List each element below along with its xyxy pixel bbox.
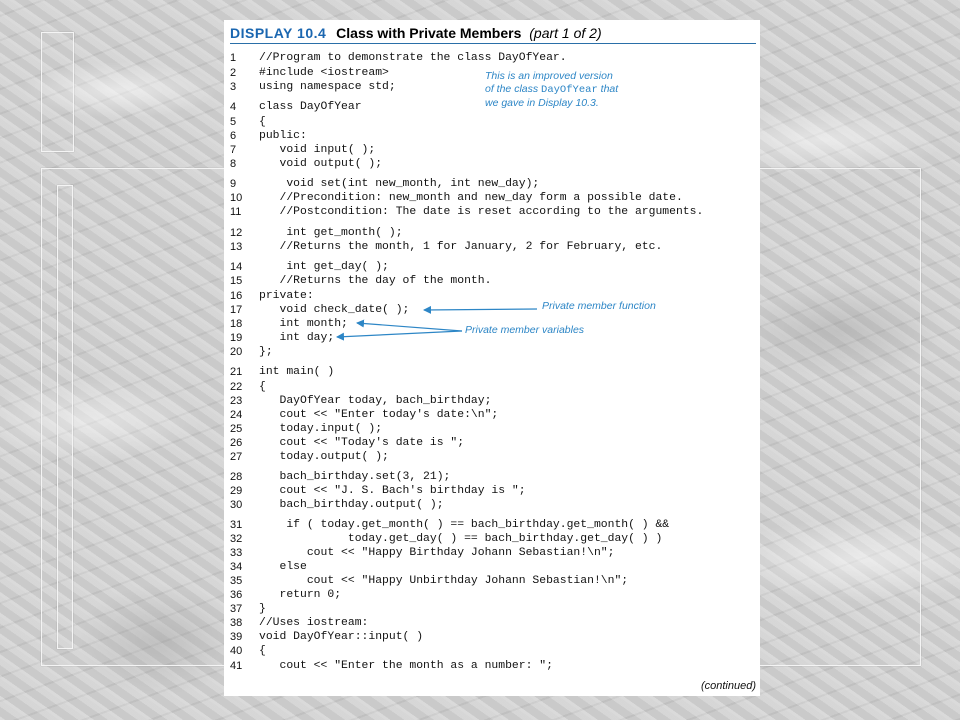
code-text: if ( today.get_month( ) == bach_birthday.get_month( ) && — [259, 519, 670, 531]
arrow-to-day — [337, 331, 462, 337]
code-text: today.get_day( ) == bach_birthday.get_day( ) ) — [259, 533, 663, 545]
line-number: 23 — [230, 395, 243, 407]
code-display-page — [224, 20, 760, 696]
line-number: 12 — [230, 227, 243, 239]
code-text: void input( ); — [259, 144, 376, 156]
line-number: 19 — [230, 332, 243, 344]
line-number: 6 — [230, 130, 237, 142]
display-part: (part 1 of 2) — [529, 25, 602, 41]
line-number: 9 — [230, 178, 237, 190]
code-text: int month; — [259, 318, 348, 330]
display-label: DISPLAY 10.4 — [230, 25, 327, 41]
line-number: 3 — [230, 81, 237, 93]
line-number: 36 — [230, 589, 243, 601]
code-text: int day; — [259, 332, 335, 344]
line-number: 18 — [230, 318, 243, 330]
note-line: This is an improved version — [485, 70, 613, 82]
line-number: 33 — [230, 547, 243, 559]
annotation-arrows — [224, 20, 760, 696]
code-text: void check_date( ); — [259, 304, 410, 316]
code-text: cout << "Enter the month as a number: "; — [259, 660, 553, 672]
code-text: else — [259, 561, 307, 573]
line-number: 38 — [230, 617, 243, 629]
line-number: 4 — [230, 101, 237, 113]
line-number: 41 — [230, 660, 243, 672]
code-text: } — [259, 603, 266, 615]
arrow-to-month — [357, 323, 462, 331]
continued-label: (continued) — [700, 680, 756, 692]
code-text: cout << "Happy Unbirthday Johann Sebastian!\n"; — [259, 575, 629, 587]
line-number: 2 — [230, 67, 237, 79]
line-number: 34 — [230, 561, 243, 573]
note-text: that — [597, 83, 619, 95]
code-text: void DayOfYear::input( ) — [259, 631, 424, 643]
code-text: void set(int new_month, int new_day); — [259, 178, 540, 190]
line-number: 28 — [230, 471, 243, 483]
line-number: 24 — [230, 409, 243, 421]
line-number: 30 — [230, 499, 243, 511]
code-text: cout << "Enter today's date:\n"; — [259, 409, 499, 421]
code-text: bach_birthday.set(3, 21); — [259, 471, 451, 483]
code-text: //Precondition: new_month and new_day form a possible date. — [259, 192, 683, 204]
line-number: 14 — [230, 261, 243, 273]
code-text: //Postcondition: The date is reset according to the arguments. — [259, 206, 704, 218]
code-text: today.output( ); — [259, 451, 389, 463]
code-text: int main( ) — [259, 366, 335, 378]
code-text: using namespace std; — [259, 81, 396, 93]
line-number: 1 — [230, 52, 237, 64]
code-text: return 0; — [259, 589, 342, 601]
code-text: //Uses iostream: — [259, 617, 369, 629]
line-number: 27 — [230, 451, 243, 463]
display-title: Class with Private Members — [336, 25, 522, 41]
line-number: 15 — [230, 275, 243, 287]
line-number: 13 — [230, 241, 243, 253]
decorative-frame — [57, 185, 73, 649]
line-number: 26 — [230, 437, 243, 449]
line-number: 29 — [230, 485, 243, 497]
line-number: 37 — [230, 603, 243, 615]
code-text: cout << "Happy Birthday Johann Sebastian!\n"; — [259, 547, 615, 559]
code-text: DayOfYear today, bach_birthday; — [259, 395, 492, 407]
line-number: 39 — [230, 631, 243, 643]
code-text: void output( ); — [259, 158, 383, 170]
line-number: 35 — [230, 575, 243, 587]
code-text: class DayOfYear — [259, 101, 362, 113]
code-text: private: — [259, 290, 314, 302]
line-number: 16 — [230, 290, 243, 302]
line-number: 8 — [230, 158, 237, 170]
code-text: public: — [259, 130, 307, 142]
note-text: of the class — [485, 83, 542, 95]
private-variables-note: Private member variables — [465, 324, 585, 336]
line-number: 11 — [230, 206, 242, 218]
code-text: }; — [259, 346, 273, 358]
line-number: 21 — [230, 366, 243, 378]
code-text: //Returns the day of the month. — [259, 275, 492, 287]
code-text: cout << "Today's date is "; — [259, 437, 465, 449]
code-text: { — [259, 116, 266, 128]
code-text: today.input( ); — [259, 423, 383, 435]
line-number: 20 — [230, 346, 243, 358]
note-class-name: DayOfYear — [541, 84, 598, 96]
private-function-note: Private member function — [542, 300, 656, 312]
code-text: #include <iostream> — [259, 67, 389, 79]
line-number: 5 — [230, 116, 237, 128]
note-line: we gave in Display 10.3. — [485, 97, 599, 109]
line-number: 25 — [230, 423, 243, 435]
line-number: 22 — [230, 381, 243, 393]
line-number: 32 — [230, 533, 243, 545]
code-text: int get_month( ); — [259, 227, 403, 239]
code-text: { — [259, 381, 266, 393]
line-number: 40 — [230, 645, 243, 657]
line-number: 10 — [230, 192, 243, 204]
code-text: //Program to demonstrate the class DayOfYear. — [259, 52, 567, 64]
code-text: bach_birthday.output( ); — [259, 499, 444, 511]
line-number: 17 — [230, 304, 243, 316]
arrow-to-check-date — [424, 309, 537, 310]
code-text: { — [259, 645, 266, 657]
code-text: //Returns the month, 1 for January, 2 for February, etc. — [259, 241, 663, 253]
code-text: cout << "J. S. Bach's birthday is "; — [259, 485, 526, 497]
decorative-frame — [41, 32, 74, 152]
code-text: int get_day( ); — [259, 261, 389, 273]
line-number: 31 — [230, 519, 243, 531]
line-number: 7 — [230, 144, 237, 156]
